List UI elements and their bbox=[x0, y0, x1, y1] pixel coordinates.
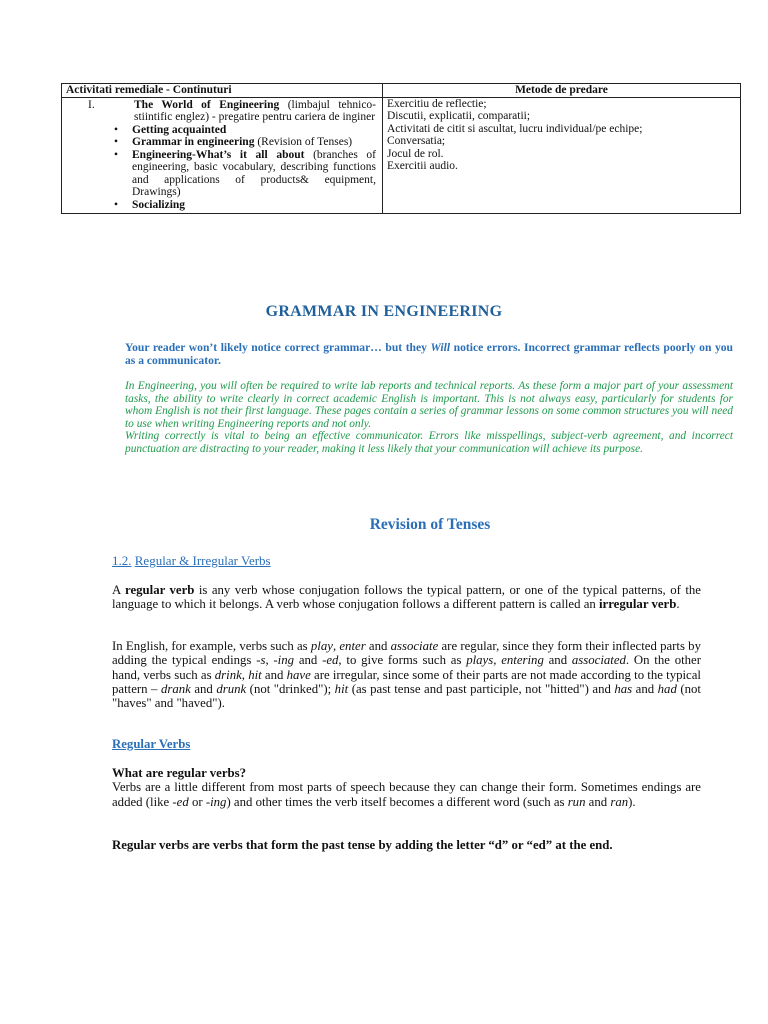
module-description: (limbajul tehnico-stiintific englez) - pregatire pentru cariera de inginer bbox=[134, 98, 376, 123]
table-row bbox=[62, 97, 741, 214]
methods-list bbox=[387, 98, 736, 173]
list-item bbox=[68, 136, 376, 149]
bullet-icon: • bbox=[114, 136, 119, 148]
item-description: (branches of engineering, basic vocabulary, describing functions and applications of products& equipment, Drawings) bbox=[132, 148, 377, 198]
method-item: Conversatia; bbox=[387, 135, 446, 147]
section-title: Regular & Irregular Verbs bbox=[134, 553, 271, 568]
item-title: Getting acquainted bbox=[132, 123, 227, 136]
methods-cell bbox=[383, 97, 741, 214]
module-title: The World of Engineering bbox=[134, 98, 280, 111]
list-item bbox=[68, 199, 376, 212]
item-title: Grammar in engineering bbox=[132, 136, 255, 148]
curriculum-table bbox=[61, 83, 741, 214]
term-irregular-verb: irregular verb bbox=[599, 597, 677, 612]
definition-paragraph: A regular verb is any verb whose conjugation follows the typical pattern, or one of the typical patterns, of the language to which it belongs. A verb whose conjugation follows a different pattern is called an irregular verb. bbox=[112, 583, 701, 612]
main-heading: GRAMMAR IN ENGINEERING bbox=[265, 303, 503, 320]
question-heading: What are regular verbs? bbox=[112, 766, 246, 780]
table-header-row bbox=[62, 84, 741, 98]
table-header-methods: Metode de predare bbox=[383, 84, 741, 98]
regular-verbs-heading: Regular Verbs bbox=[112, 737, 191, 751]
rule-statement: Regular verbs are verbs that form the past tense by adding the letter “d” or “ed” at the end. bbox=[112, 838, 613, 852]
item-description: (Revision of Tenses) bbox=[254, 136, 353, 148]
section-number: 1.2. bbox=[112, 553, 132, 568]
method-item: Jocul de rol. bbox=[387, 147, 444, 160]
item-title: Socializing bbox=[132, 198, 186, 211]
context-paragraph-2: Writing correctly is vital to being an effective communicator. Errors like misspellings, subject-verb agreement, and incorrect punctuation are distracting to your reader, making it less likely that your communication will achieve its purpose. bbox=[125, 430, 733, 455]
method-item: Discutii, explicatii, comparatii; bbox=[387, 110, 531, 122]
module-number: I. bbox=[88, 98, 95, 111]
section-subheading bbox=[112, 553, 271, 569]
context-paragraphs bbox=[125, 380, 733, 456]
intro-paragraph: Your reader won’t likely notice correct grammar… but they Will notice errors. Incorrect grammar reflects poorly on you as a communicator. bbox=[125, 341, 733, 367]
revision-heading: Revision of Tenses bbox=[369, 516, 491, 533]
table-header-activities: Activitati remediale - Continuturi bbox=[62, 84, 383, 98]
bullet-icon: • bbox=[114, 198, 119, 211]
method-item: Exercitiu de reflectie; bbox=[387, 97, 487, 110]
activities-cell bbox=[62, 97, 383, 214]
bullet-icon: • bbox=[114, 123, 119, 136]
context-paragraph-1: In Engineering, you will often be required to write lab reports and technical reports. As these form a major part of your assessment tasks, the ability to write clearly in correct academic English is important. This is not always easy, particularly for students for whom English is not their first language. These pages contain a series of grammar lessons on some common structures you will need to use when writing Engineering reports and not only. bbox=[125, 380, 733, 430]
regular-verbs-paragraph: What are regular verbs? Verbs are a little different from most parts of speech because they can change their form. Sometimes endings are added (like -ed or -ing) and other times the verb itself becomes a different word (such as run and ran). bbox=[112, 766, 701, 809]
term-regular-verb: regular verb bbox=[125, 583, 195, 597]
list-item bbox=[68, 124, 376, 137]
method-item: Exercitii audio. bbox=[387, 160, 458, 172]
bullet-icon: • bbox=[114, 148, 119, 161]
module-title-row bbox=[68, 99, 376, 124]
examples-paragraph: In English, for example, verbs such as play, enter and associate are regular, since they form their inflected parts by adding the typical endings -s, -ing and -ed, to give forms such as plays, entering and associated. On the other hand, verbs such as drink, hit and have are irregular, since some of their parts are not made according to the typical pattern – drank and drunk (not "drinked"); hit (as past tense and past participle, not "hitted") and has and had (not "haves" and "haved"). bbox=[112, 639, 701, 711]
list-item bbox=[68, 149, 376, 199]
item-title: Engineering-What’s it all about bbox=[132, 148, 305, 161]
method-item: Activitati de citit si ascultat, lucru individual/pe echipe; bbox=[387, 122, 643, 135]
emphasis-will: Will bbox=[430, 341, 451, 354]
